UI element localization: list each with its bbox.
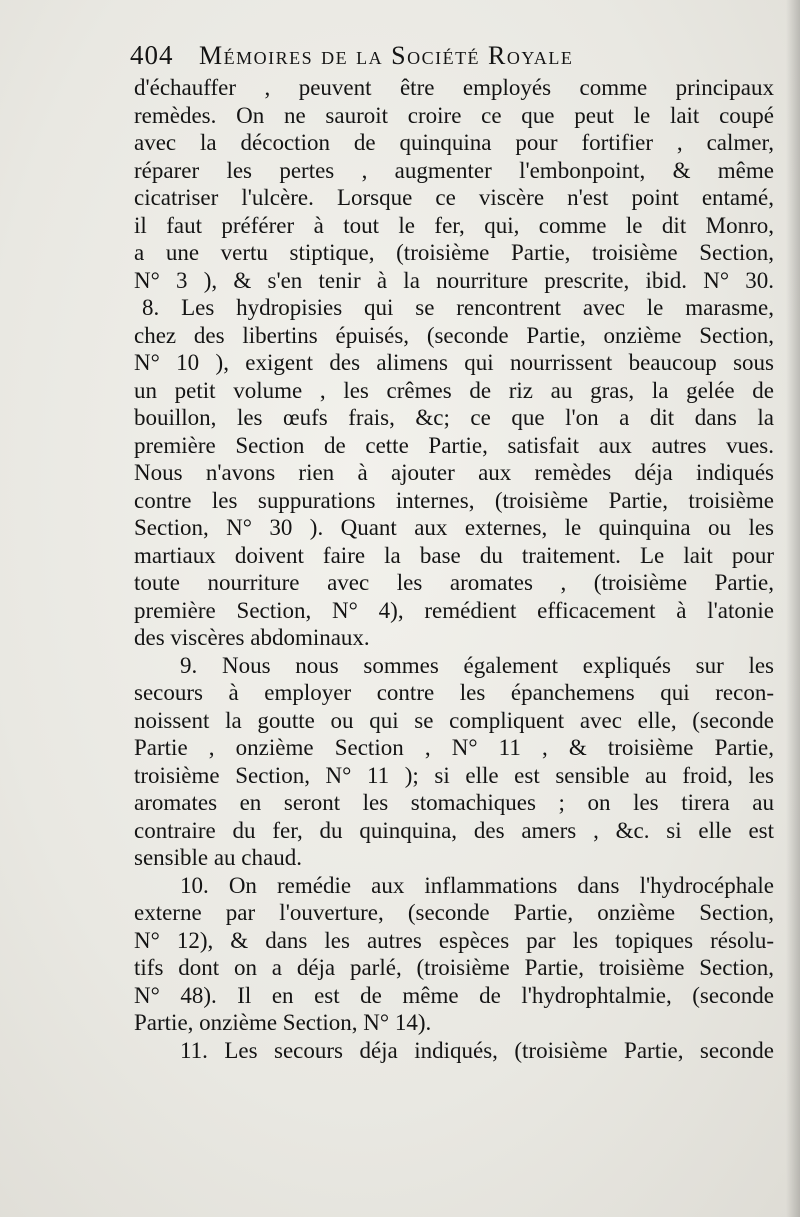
text-line: externe par l'ouverture, (seconde Partie, onzième Section,: [134, 900, 774, 925]
text-line: aromates en seront les stomachiques ; on les tirera au: [134, 790, 774, 815]
text-line: Partie , onzième Section , N° 11 , & troisième Partie,: [134, 735, 774, 760]
text-line: cicatriser l'ulcère. Lorsque ce viscère n'est point entamé,: [134, 185, 774, 210]
text-line: un petit volume , les crêmes de riz au gras, la gelée de: [134, 377, 774, 403]
text-line: Nous n'avons rien à ajouter aux remèdes déja indiqués: [134, 460, 774, 485]
text-line: N° 12), & dans les autres espèces par les topiques résolu-: [134, 927, 774, 953]
page-header: [130, 40, 770, 76]
text-line: des viscères abdominaux.: [134, 625, 370, 650]
text-line: réparer les pertes , augmenter l'embonpoint, & même: [134, 157, 774, 183]
text-line: troisième Section, N° 11 ); si elle est sensible au froid, les: [134, 762, 774, 788]
running-head: Mémoires de la Société Royale: [199, 41, 574, 70]
text-line: Partie, onzième Section, N° 14).: [134, 1010, 432, 1035]
body-text: [134, 74, 774, 1064]
text-line: contre les suppurations internes, (troisième Partie, troisième: [134, 487, 774, 513]
text-line: Section, N° 30 ). Quant aux externes, le quinquina ou les: [134, 515, 774, 540]
text-line: N° 48). Il en est de même de l'hydrophtalmie, (seconde: [134, 982, 774, 1008]
text-line: tifs dont on a déja parlé, (troisième Partie, troisième Section,: [134, 955, 774, 980]
text-line: il faut préférer à tout le fer, qui, comme le dit Monro,: [134, 212, 774, 238]
text-line: 9. Nous nous sommes également expliqués sur les: [180, 652, 774, 678]
text-line: contraire du fer, du quinquina, des amers , &c. si elle est: [134, 817, 774, 843]
text-line: chez des libertins épuisés, (seconde Partie, onzième Section,: [134, 322, 774, 348]
text-line: noissent la goutte ou qui se compliquent avec elle, (seconde: [134, 707, 774, 733]
text-line: toute nourriture avec les aromates , (troisième Partie,: [134, 570, 774, 595]
page-number: 404: [130, 40, 174, 70]
text-line: a une vertu stiptique, (troisième Partie, troisième Section,: [134, 240, 774, 265]
text-line: remèdes. On ne sauroit croire ce que peut le lait coupé: [134, 102, 774, 128]
page-edge-shadow: [786, 0, 800, 1217]
text-line: secours à employer contre les épanchemens qui recon-: [134, 680, 774, 705]
text-line: N° 10 ), exigent des alimens qui nourrissent beaucoup sous: [134, 350, 774, 375]
text-line: 11. Les secours déja indiqués, (troisième Partie, seconde: [180, 1037, 774, 1063]
text-line: sensible au chaud.: [134, 845, 302, 870]
text-line: d'échauffer , peuvent être employés comme principaux: [134, 75, 774, 100]
text-line: N° 3 ), & s'en tenir à la nourriture prescrite, ibid. N° 30.: [134, 267, 774, 293]
text-line: martiaux doivent faire la base du traitement. Le lait pour: [134, 542, 774, 568]
text-line: première Section, N° 4), remédient efficacement à l'atonie: [134, 597, 774, 623]
text-line: première Section de cette Partie, satisfait aux autres vues.: [134, 432, 774, 458]
text-line: 8. Les hydropisies qui se rencontrent avec le marasme,: [142, 295, 774, 320]
text-line: bouillon, les œufs frais, &c; ce que l'on a dit dans la: [134, 405, 774, 430]
text-line: avec la décoction de quinquina pour fortifier , calmer,: [134, 130, 774, 155]
text-line: 10. On remédie aux inflammations dans l'hydrocéphale: [180, 872, 774, 898]
